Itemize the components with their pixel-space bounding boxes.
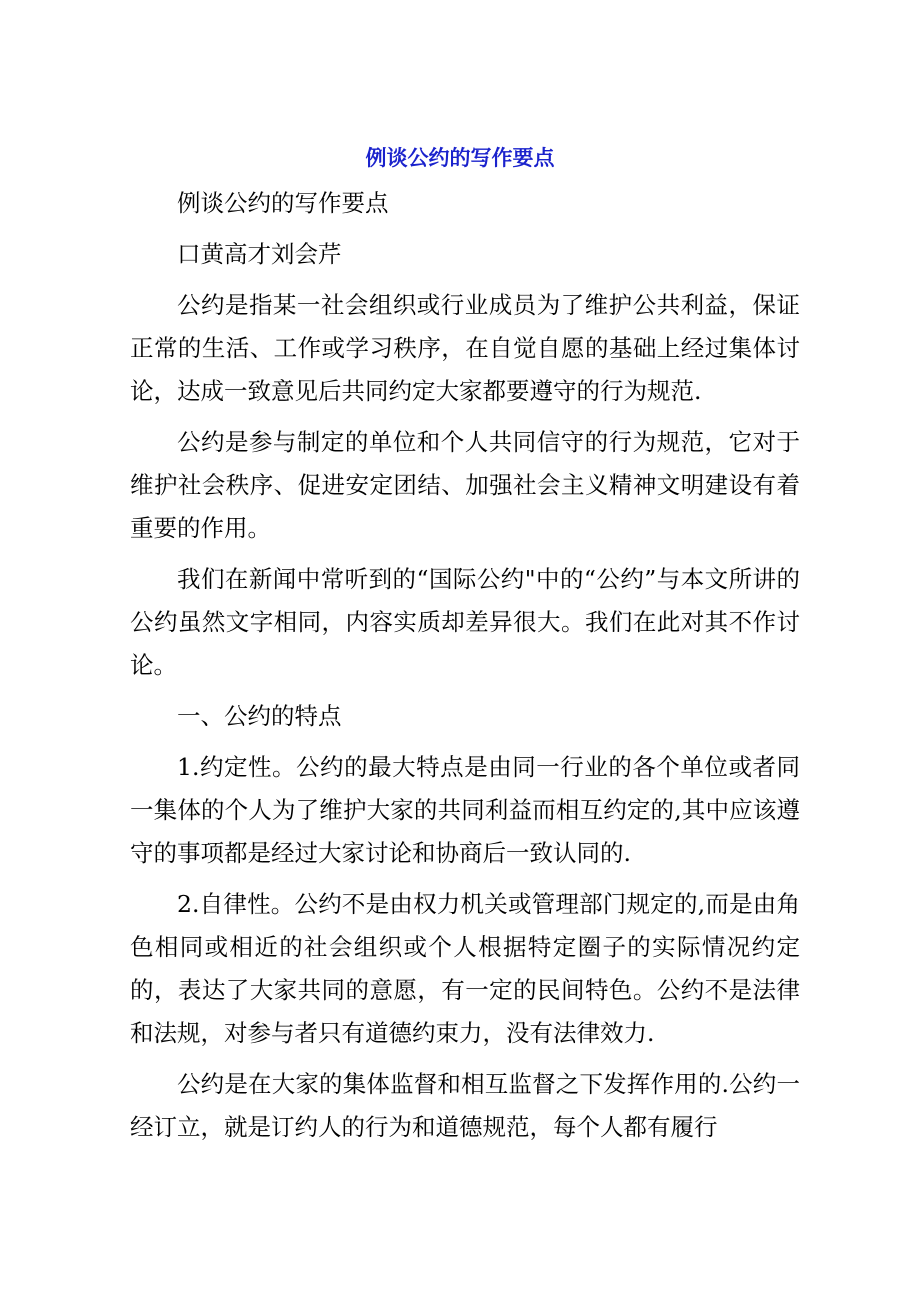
section-heading-features: 一、公约的特点 (177, 702, 342, 730)
document-title: 例谈公约的写作要点 (365, 146, 555, 170)
paragraph-subtitle: 例谈公约的写作要点 (177, 189, 389, 217)
document-body (130, 182, 800, 1157)
paragraph-supervision: 公约是在大家的集体监督和相互监督之下发挥作用的.公约一经订立，就是订约人的行为和道德规范，每个人都有履行 (130, 1070, 800, 1141)
paragraph-feature-2: 2.自律性。公约不是由权力机关或管理部门规定的,而是由角色相同或相近的社会组织或个人根据特定圈子的实际情况约定的，表达了大家共同的意愿，有一定的民间特色。公约不是法律和法规，对参与者只有道德约束力，没有法律效力. (130, 890, 800, 1047)
paragraph-authors: 口黄高才刘会芹 (177, 240, 342, 268)
paragraph-role: 公约是参与制定的单位和个人共同信守的行为规范，它对于维护社会秩序、促进安定团结、加强社会主义精神文明建设有着重要的作用。 (130, 428, 800, 542)
paragraph-feature-1: 1.约定性。公约的最大特点是由同一行业的各个单位或者同一集体的个人为了维护大家的共同利益而相互约定的,其中应该遵守的事项都是经过大家讨论和协商后一致认同的. (130, 753, 800, 867)
paragraph-definition: 公约是指某一社会组织或行业成员为了维护公共利益，保证正常的生活、工作或学习秩序，在自觉自愿的基础上经过集体讨论，达成一致意见后共同约定大家都要遵守的行为规范. (130, 291, 800, 405)
paragraph-international-note: 我们在新闻中常听到的“国际公约"中的“公约”与本文所讲的公约虽然文字相同，内容实质却差异很大。我们在此对其不作讨论。 (130, 565, 800, 679)
